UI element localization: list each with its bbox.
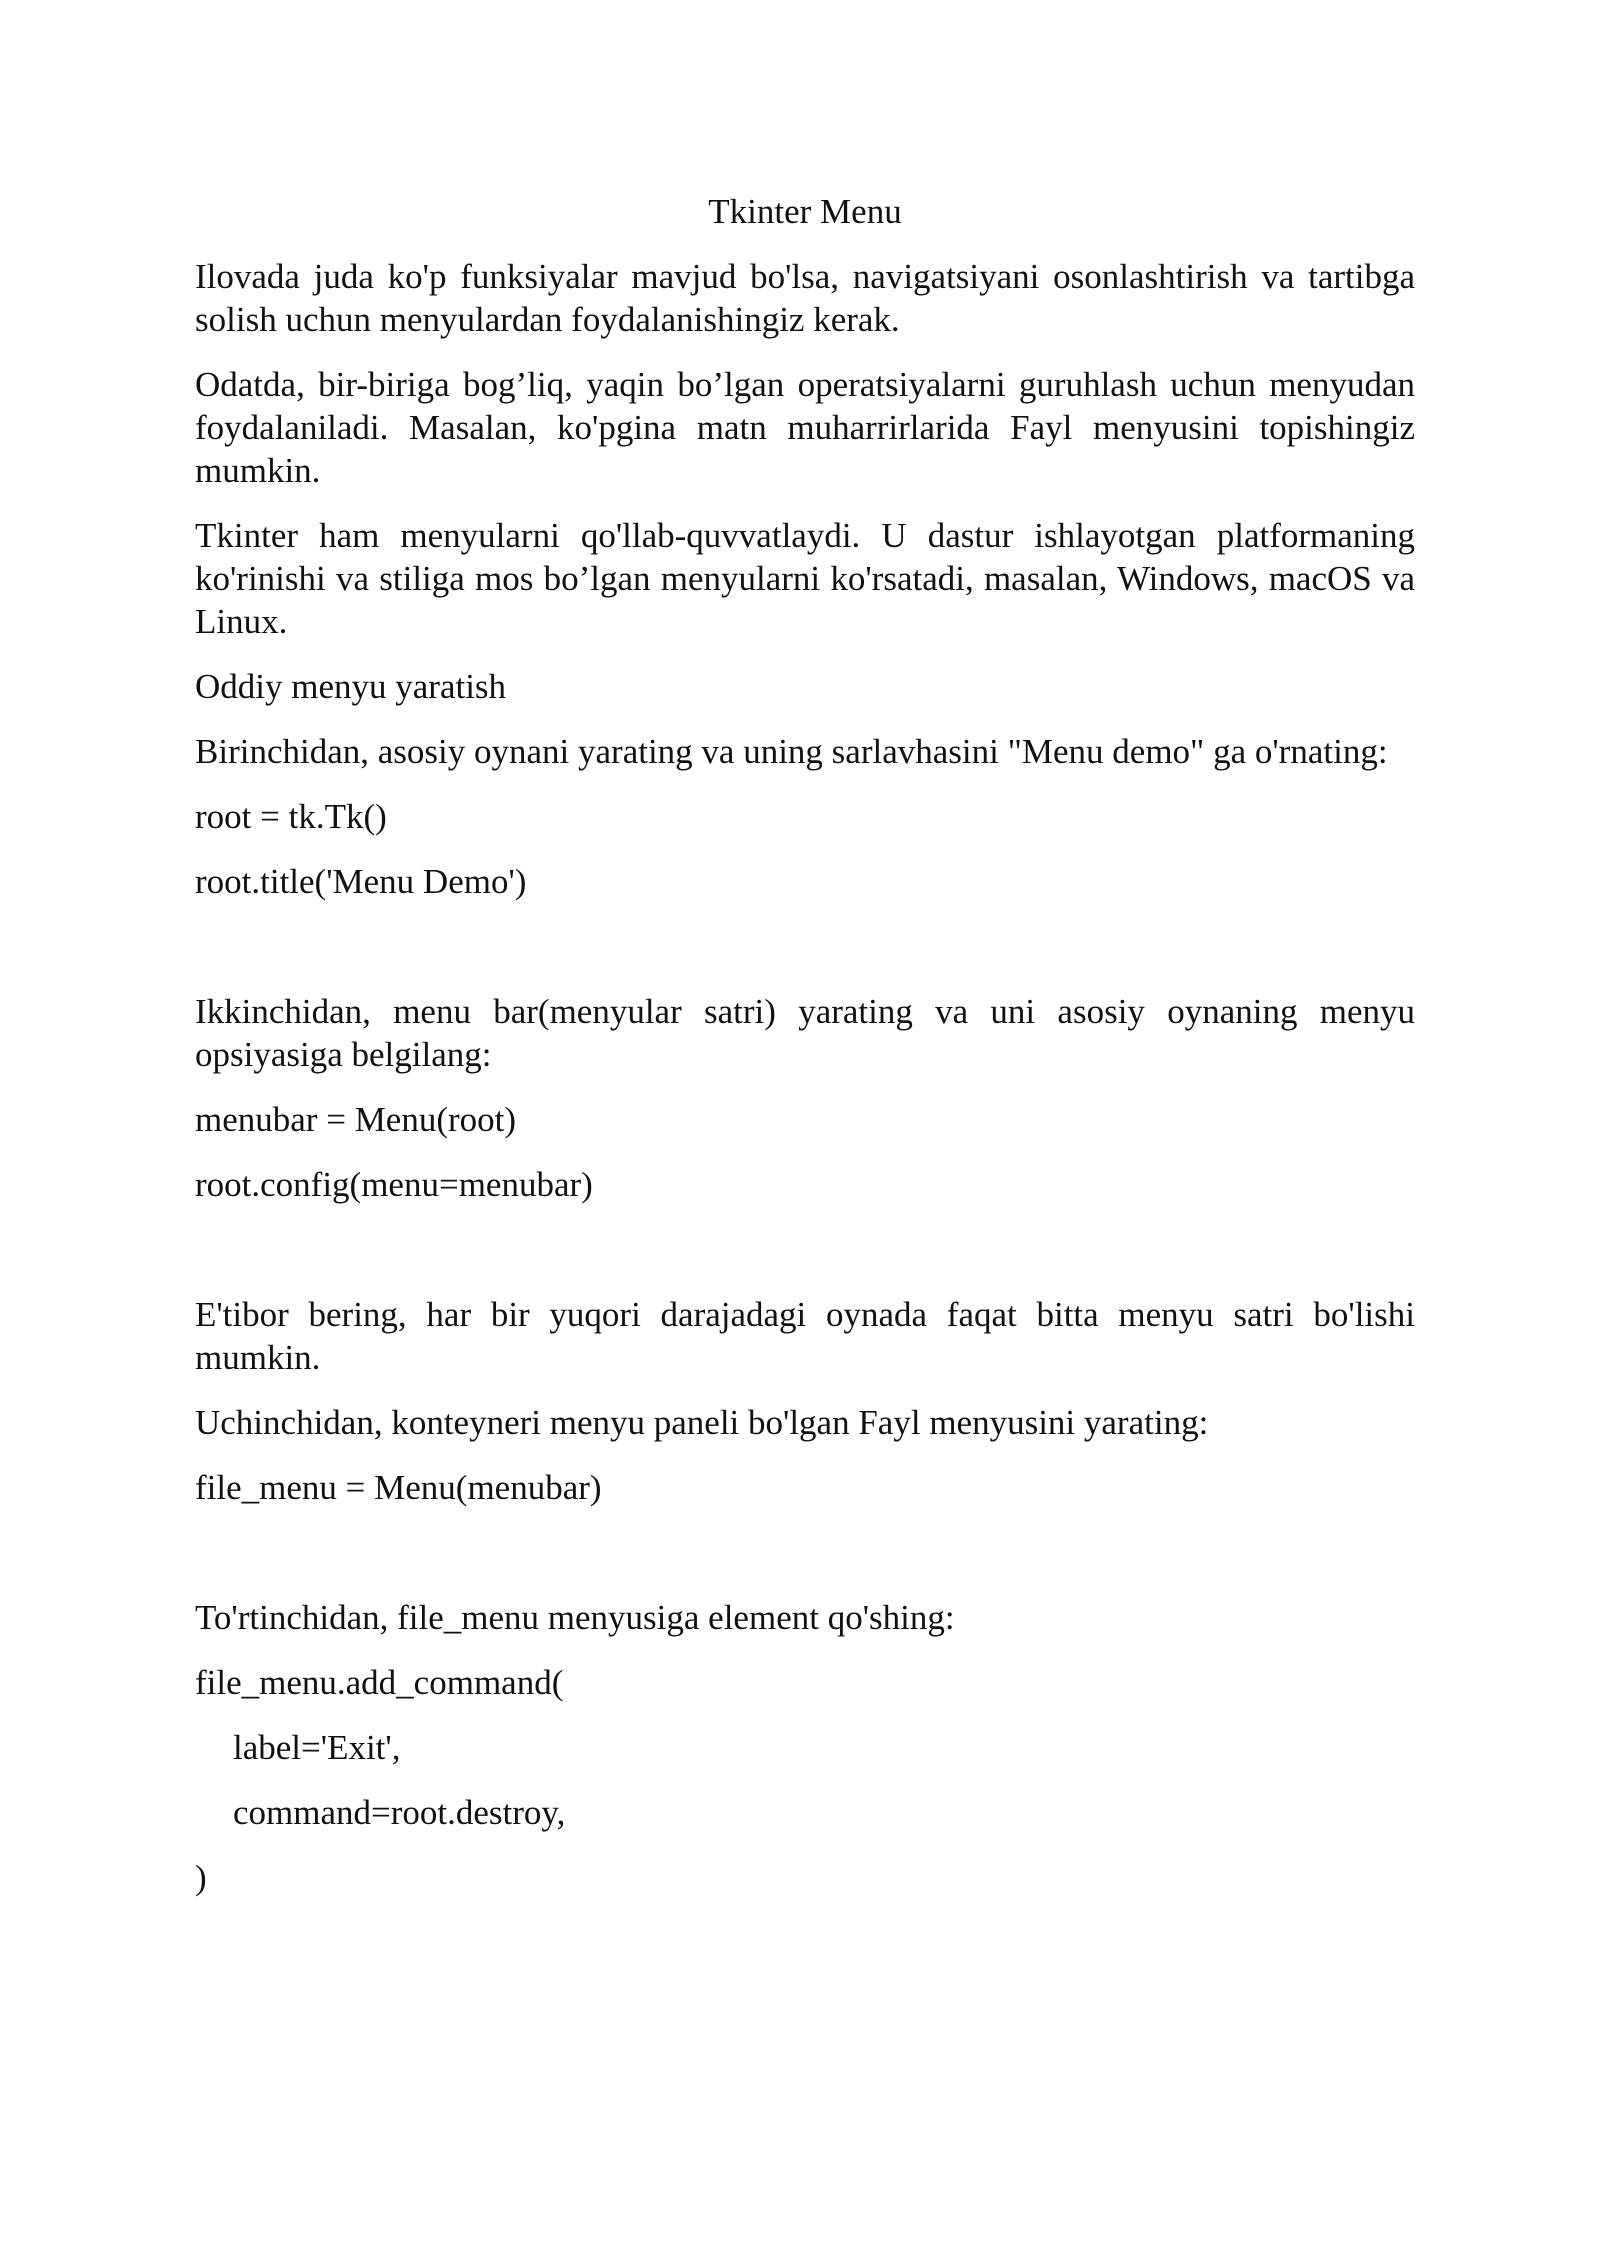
code-line: ) [195, 1858, 207, 1897]
section-heading: Oddiy menyu yaratish [195, 667, 507, 706]
paragraph-platform: Tkinter ham menyularni qo'llab-quvvatlaydi. U dastur ishlayotgan platformaning ko'rinishi va stiliga mos bo’lgan menyularni ko'rsatadi, masalan, Windows, macOS va Linux. [195, 516, 1415, 641]
paragraph-step-two: Ikkinchidan, menu bar(menyular satri) yarating va uni asosiy oynaning menyu opsiyasiga belgilang: [195, 992, 1415, 1074]
code-line: command=root.destroy, [233, 1793, 566, 1832]
code-line: menubar = Menu(root) [195, 1100, 517, 1139]
code-line: file_menu.add_command( [195, 1663, 564, 1702]
code-line: file_menu = Menu(menubar) [195, 1468, 602, 1507]
paragraph-note: E'tibor bering, har bir yuqori darajadagi oynada faqat bitta menyu satri bo'lishi mumkin. [195, 1295, 1415, 1377]
code-line: root.title('Menu Demo') [195, 862, 527, 901]
paragraph-step-four: To'rtinchidan, file_menu menyusiga element qo'shing: [195, 1598, 955, 1637]
spacer [195, 1228, 1415, 1293]
document-page [195, 190, 1415, 1921]
spacer [195, 925, 1415, 990]
code-line: root.config(menu=menubar) [195, 1165, 593, 1204]
spacer [195, 1531, 1415, 1596]
paragraph-step-three: Uchinchidan, konteyneri menyu paneli bo'lgan Fayl menyusini yarating: [195, 1403, 1209, 1442]
paragraph-step-one: Birinchidan, asosiy oynani yarating va uning sarlavhasini "Menu demo" ga o'rnating: [195, 732, 1388, 771]
paragraph-grouping: Odatda, bir-biriga bog’liq, yaqin bo’lgan operatsiyalarni guruhlash uchun menyudan foydalaniladi. Masalan, ko'pgina matn muharrirlarida Fayl menyusini topishingiz mumkin. [195, 365, 1415, 490]
paragraph-intro: Ilovada juda ko'p funksiyalar mavjud bo'lsa, navigatsiyani osonlashtirish va tartibga solish uchun menyulardan foydalanishingiz kerak. [195, 257, 1415, 339]
code-line: root = tk.Tk() [195, 797, 387, 836]
page-title: Tkinter Menu [708, 192, 902, 231]
code-line: label='Exit', [233, 1728, 401, 1767]
